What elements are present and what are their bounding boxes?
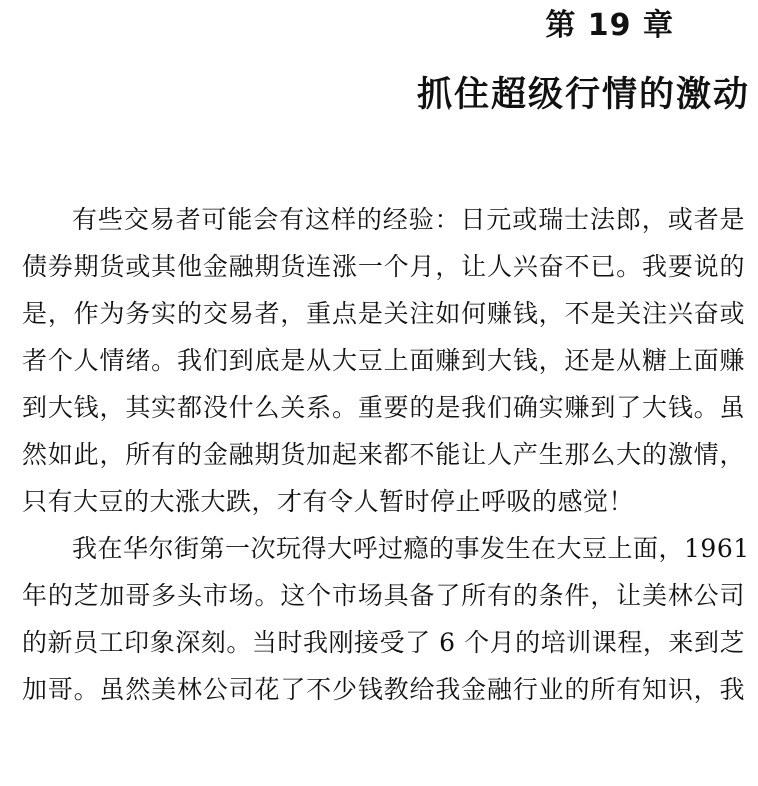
paragraph-1-line-2: 债券期货或其他金融期货连涨一个月，让人兴奋不已。我要说的 (22, 252, 745, 281)
paragraph-2-line-3: 的新员工印象深刻。当时我刚接受了 6 个月的培训课程，来到芝 (22, 628, 745, 657)
paragraph-1-line-1: 有些交易者可能会有这样的经验：日元或瑞士法郎，或者是 (72, 205, 745, 234)
chapter-number: 第 19 章 (545, 8, 674, 43)
chapter-title: 抓住超级行情的激动 (416, 75, 750, 115)
paragraph-2-line-4: 加哥。虽然美林公司花了不少钱教给我金融行业的所有知识，我 (22, 675, 745, 704)
paragraph-1-line-6: 然如此，所有的金融期货加起来都不能让人产生那么大的激情， (22, 440, 745, 469)
paragraph-2-line-1: 我在华尔街第一次玩得大呼过瘾的事发生在大豆上面，1961 (72, 534, 750, 563)
paragraph-1-line-4: 者个人情绪。我们到底是从大豆上面赚到大钱，还是从糖上面赚 (22, 346, 745, 375)
paragraph-1-line-5: 到大钱，其实都没什么关系。重要的是我们确实赚到了大钱。虽 (22, 393, 745, 422)
paragraph-1-line-7: 只有大豆的大涨大跌，才有令人暂时停止呼吸的感觉！ (22, 487, 635, 516)
paragraph-2-line-2: 年的芝加哥多头市场。这个市场具备了所有的条件，让美林公司 (22, 581, 745, 610)
paragraph-1-line-3: 是，作为务实的交易者，重点是关注如何赚钱，不是关注兴奋或 (22, 299, 745, 328)
